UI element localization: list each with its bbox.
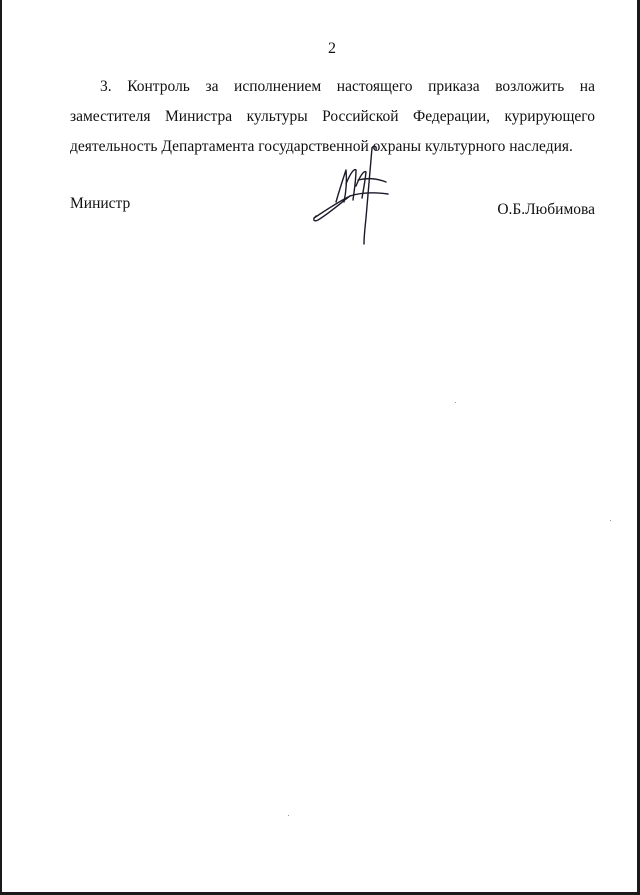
scan-speck xyxy=(455,402,456,403)
signatory-name: О.Б.Любимова xyxy=(497,201,595,218)
scan-speck xyxy=(610,520,611,521)
page-number: 2 xyxy=(328,40,336,57)
order-paragraph: 3. Контроль за исполнением настоящего приказа возложить на заместителя Министра культуры Российской Федерации, курирующего деятельность Департамента государственной охраны культурного наследия. xyxy=(70,78,595,155)
scan-edge-left xyxy=(0,0,2,895)
handwritten-signature xyxy=(306,140,396,250)
signatory-title: Министр xyxy=(70,195,131,212)
scan-speck xyxy=(288,815,289,816)
